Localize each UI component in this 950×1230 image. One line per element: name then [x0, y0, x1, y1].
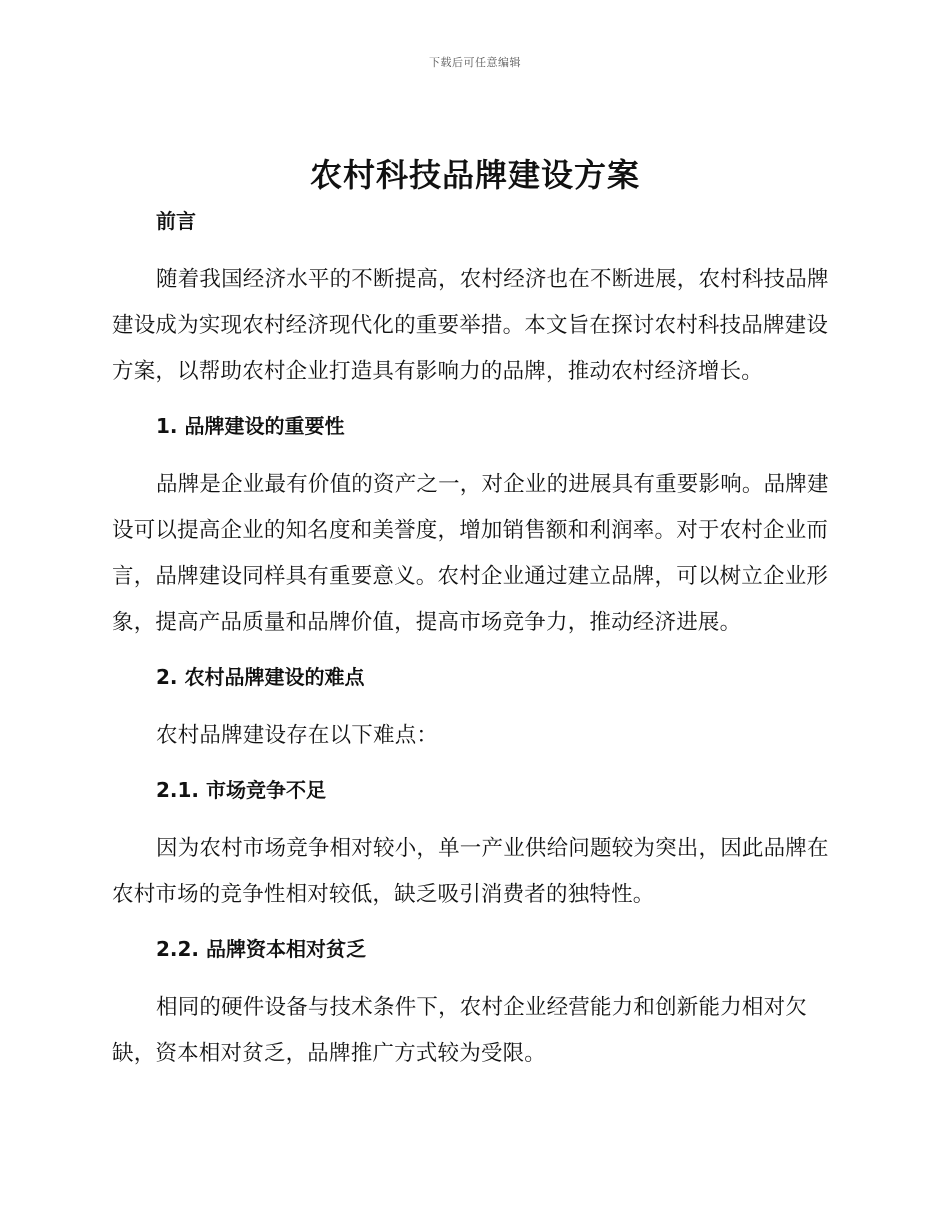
paragraph: 随着我国经济水平的不断提高，农村经济也在不断进展，农村科技品牌建设成为实现农村经济现代化的重要举措。本文旨在探讨农村科技品牌建设方案，以帮助农村企业打造具有影响力的品牌，推动农村经济增长。	[112, 267, 829, 384]
section-heading: 2.1. 市场竞争不足	[156, 778, 326, 802]
section-heading: 1. 品牌建设的重要性	[156, 414, 345, 438]
section-heading: 2.2. 品牌资本相对贫乏	[156, 937, 366, 961]
paragraph: 相同的硬件设备与技术条件下，农村企业经营能力和创新能力相对欠缺，资本相对贫乏，品牌推广方式较为受限。	[112, 995, 808, 1066]
section-difficulties	[112, 659, 832, 759]
section-preface	[112, 203, 832, 395]
section-heading: 2. 农村品牌建设的难点	[156, 665, 365, 689]
document-body	[112, 203, 832, 1077]
section-heading: 前言	[156, 209, 196, 233]
paragraph: 农村品牌建设存在以下难点：	[156, 723, 439, 748]
document-title: 农村科技品牌建设方案	[309, 156, 640, 194]
section-market-competition	[112, 772, 832, 918]
header-note: 下载后可任意编辑	[429, 56, 521, 69]
paragraph: 品牌是企业最有价值的资产之一，对企业的进展具有重要影响。品牌建设可以提高企业的知名度和美誉度，增加销售额和利润率。对于农村企业而言，品牌建设同样具有重要意义。农村企业通过建立品牌，可以树立企业形象，提高产品质量和品牌价值，提高市场竞争力，推动经济进展。	[112, 472, 829, 635]
paragraph: 因为农村市场竞争相对较小，单一产业供给问题较为突出，因此品牌在农村市场的竞争性相对较低，缺乏吸引消费者的独特性。	[112, 836, 829, 907]
section-importance	[112, 408, 832, 646]
section-brand-capital	[112, 931, 832, 1077]
